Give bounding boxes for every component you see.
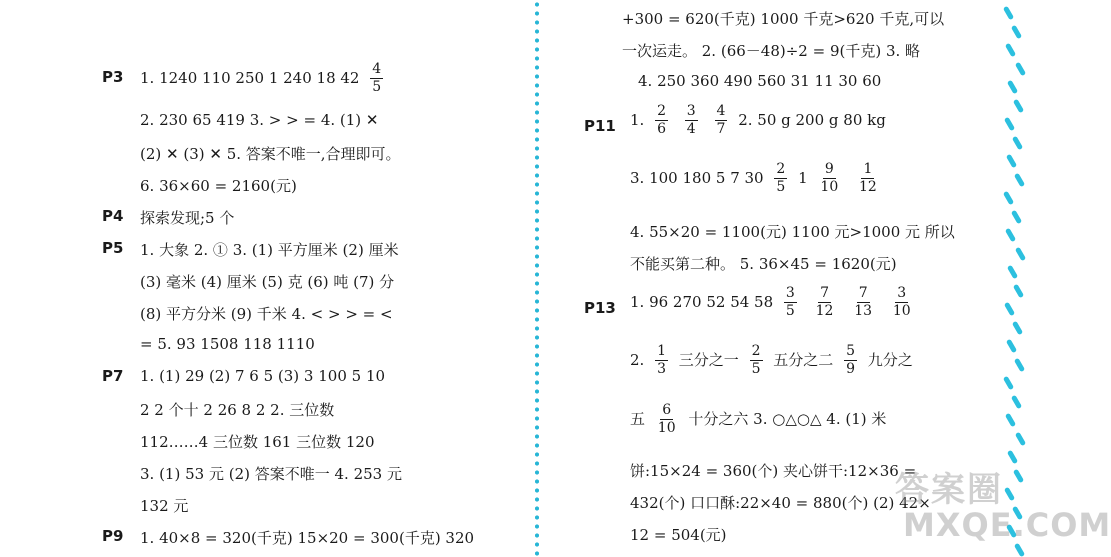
decor-dash — [1005, 43, 1016, 58]
p7-line-5: 132 元 — [140, 497, 189, 515]
decor-dash — [1012, 320, 1023, 335]
p11-line-3: 4. 55×20 = 1100(元) 1100 元>1000 元 所以 — [630, 223, 955, 241]
p5-line-3: (8) 平方分米 (9) 千米 4. < > > = < — [140, 305, 393, 323]
watermark — [895, 462, 1111, 552]
p11-line-1-post: 2. 50 g 200 g 80 kg — [738, 110, 886, 129]
fraction-denominator: 5 — [785, 303, 795, 320]
decor-dash — [1011, 24, 1022, 39]
decor-dash — [1007, 265, 1018, 280]
fraction — [852, 286, 874, 320]
p13-line-3 — [630, 403, 886, 437]
p4-label: P4 — [102, 207, 124, 225]
p7-label: P7 — [102, 367, 124, 385]
decor-dash — [1006, 154, 1017, 169]
p7-line-3: 112……4 三位数 161 三位数 120 — [140, 433, 375, 451]
p11-line-2 — [630, 162, 885, 196]
fraction-denominator: 6 — [657, 121, 667, 138]
decor-dash — [1012, 135, 1023, 150]
decor-dash — [1003, 376, 1014, 391]
decor-dash — [1007, 80, 1018, 95]
fraction-denominator: 10 — [657, 420, 676, 437]
fraction-numerator: 4 — [370, 62, 383, 79]
p11-line-4: 不能买第二种。 5. 36×45 = 1620(元) — [630, 255, 897, 273]
fraction-numerator: 9 — [823, 162, 836, 179]
p3-label: P3 — [102, 68, 124, 86]
p5-line-4: = 5. 93 1508 118 1110 — [140, 335, 315, 353]
p13-line-2-pre: 2. — [630, 350, 645, 369]
decor-dash — [1004, 117, 1015, 132]
fraction-numerator: 3 — [895, 286, 908, 303]
cont-line-2: 一次运走。 2. (66－48)÷2 = 9(千克) 3. 略 — [622, 42, 921, 60]
p9-line-1: 1. 40×8 = 320(千克) 15×20 = 300(千克) 320 — [140, 529, 475, 547]
fraction-denominator: 9 — [846, 361, 856, 378]
fraction — [784, 286, 797, 320]
cont-line-1: +300 = 620(千克) 1000 千克>620 千克,可以 — [622, 10, 945, 28]
decor-dash — [1013, 283, 1024, 298]
fraction-numerator: 2 — [655, 104, 668, 121]
p13-line-2-t2: 五分之二 — [773, 350, 834, 369]
decor-dash — [1004, 302, 1015, 317]
fraction-numerator: 7 — [857, 286, 870, 303]
fraction-numerator: 6 — [660, 403, 673, 420]
decor-dash — [1006, 339, 1017, 354]
decor-dash — [1005, 413, 1016, 428]
page-divider — [534, 0, 540, 556]
fraction-numerator: 3 — [784, 286, 797, 303]
decor-dash — [1011, 394, 1022, 409]
p7-line-2: 2 2 个十 2 26 8 2 2. 三位数 — [140, 401, 335, 419]
fraction — [750, 344, 763, 378]
p3-line-1 — [140, 62, 389, 96]
watermark-logo-text: 答案圈 — [895, 470, 1003, 510]
fraction-numerator: 1 — [655, 344, 668, 361]
decor-dash — [1015, 61, 1026, 76]
decor-dash — [1003, 191, 1014, 206]
p13-line-5: 432(个) 口口酥:22×40 = 880(个) (2) 42× — [630, 494, 931, 512]
fraction-numerator: 2 — [750, 344, 763, 361]
fraction-denominator: 5 — [751, 361, 761, 378]
fraction-denominator: 10 — [820, 179, 839, 196]
p11-line-1-pre: 1. — [630, 110, 645, 129]
p3-line-4: 6. 36×60 = 2160(元) — [140, 177, 297, 195]
fraction — [685, 104, 698, 138]
p13-line-2-t3: 九分之 — [867, 350, 913, 369]
p13-line-3-pre: 五 — [630, 409, 646, 428]
fraction — [814, 286, 836, 320]
fraction — [370, 62, 383, 96]
decor-dash — [1015, 246, 1026, 261]
p5-line-1: 1. 大象 2. ① 3. (1) 平方厘米 (2) 厘米 — [140, 241, 399, 259]
p13-line-6: 12 = 504(元) — [630, 526, 727, 544]
p3-line-3: (2) ✕ (3) ✕ 5. 答案不唯一,合理即可。 — [140, 145, 401, 163]
fraction-numerator: 4 — [715, 104, 728, 121]
fraction — [655, 344, 668, 378]
decor-dash — [1005, 228, 1016, 243]
p5-line-2: (3) 毫米 (4) 厘米 (5) 克 (6) 吨 (7) 分 — [140, 273, 395, 291]
decor-dash — [1011, 209, 1022, 224]
p13-line-4: 饼:15×24 = 360(个) 夹心饼干:12×36 = — [630, 462, 917, 480]
decor-dash — [1015, 431, 1026, 446]
fraction-denominator: 12 — [815, 303, 834, 320]
decor-dash — [1014, 172, 1025, 187]
p13-line-1 — [630, 286, 919, 320]
fraction — [656, 403, 678, 437]
fraction — [655, 104, 668, 138]
fraction — [857, 162, 879, 196]
p13-line-1-pre: 1. 96 270 52 54 58 — [630, 292, 774, 311]
fraction — [774, 162, 787, 196]
fraction-numerator: 3 — [685, 104, 698, 121]
fraction-numerator: 1 — [861, 162, 874, 179]
p3-line-1-text: 1. 1240 110 250 1 240 18 42 — [140, 68, 360, 87]
fraction — [818, 162, 840, 196]
fraction — [844, 344, 857, 378]
p13-line-2 — [630, 344, 913, 378]
p4-line-1: 探索发现;5 个 — [140, 209, 235, 227]
p9-label: P9 — [102, 527, 124, 545]
decor-dash — [1003, 6, 1014, 21]
p7-line-1: 1. (1) 29 (2) 7 6 5 (3) 3 100 5 10 — [140, 367, 386, 385]
decor-dash — [1013, 98, 1024, 113]
p13-line-2-t1: 三分之一 — [678, 350, 739, 369]
p11-line-1 — [630, 104, 886, 138]
p11-line-2-pre: 3. 100 180 5 7 30 — [630, 168, 764, 187]
fraction-denominator: 4 — [686, 121, 696, 138]
left-page — [0, 0, 520, 556]
fraction-numerator: 7 — [818, 286, 831, 303]
fraction-denominator: 7 — [716, 121, 726, 138]
fraction — [715, 104, 728, 138]
p13-line-3-post: 十分之六 3. ○△○△ 4. (1) 米 — [688, 409, 887, 428]
fraction-denominator: 3 — [657, 361, 667, 378]
fraction-denominator: 10 — [892, 303, 911, 320]
fraction-denominator: 12 — [859, 179, 877, 196]
fraction — [891, 286, 913, 320]
p13-label: P13 — [584, 299, 616, 317]
fraction-numerator: 2 — [774, 162, 787, 179]
fraction-numerator: 5 — [844, 344, 857, 361]
p11-line-2-mid: 1 — [798, 168, 808, 187]
watermark-url: MXQE.COM — [903, 506, 1111, 544]
decor-dash — [1014, 357, 1025, 372]
p11-label: P11 — [584, 117, 616, 135]
p3-line-2: 2. 230 65 419 3. > > = 4. (1) ✕ — [140, 111, 379, 129]
fraction-denominator: 13 — [854, 303, 873, 320]
fraction-denominator: 5 — [776, 179, 786, 196]
cont-line-3: 4. 250 360 490 560 31 11 30 60 — [638, 72, 882, 90]
p7-line-4: 3. (1) 53 元 (2) 答案不唯一 4. 253 元 — [140, 465, 402, 483]
p5-label: P5 — [102, 239, 124, 257]
fraction-denominator: 5 — [372, 79, 382, 96]
